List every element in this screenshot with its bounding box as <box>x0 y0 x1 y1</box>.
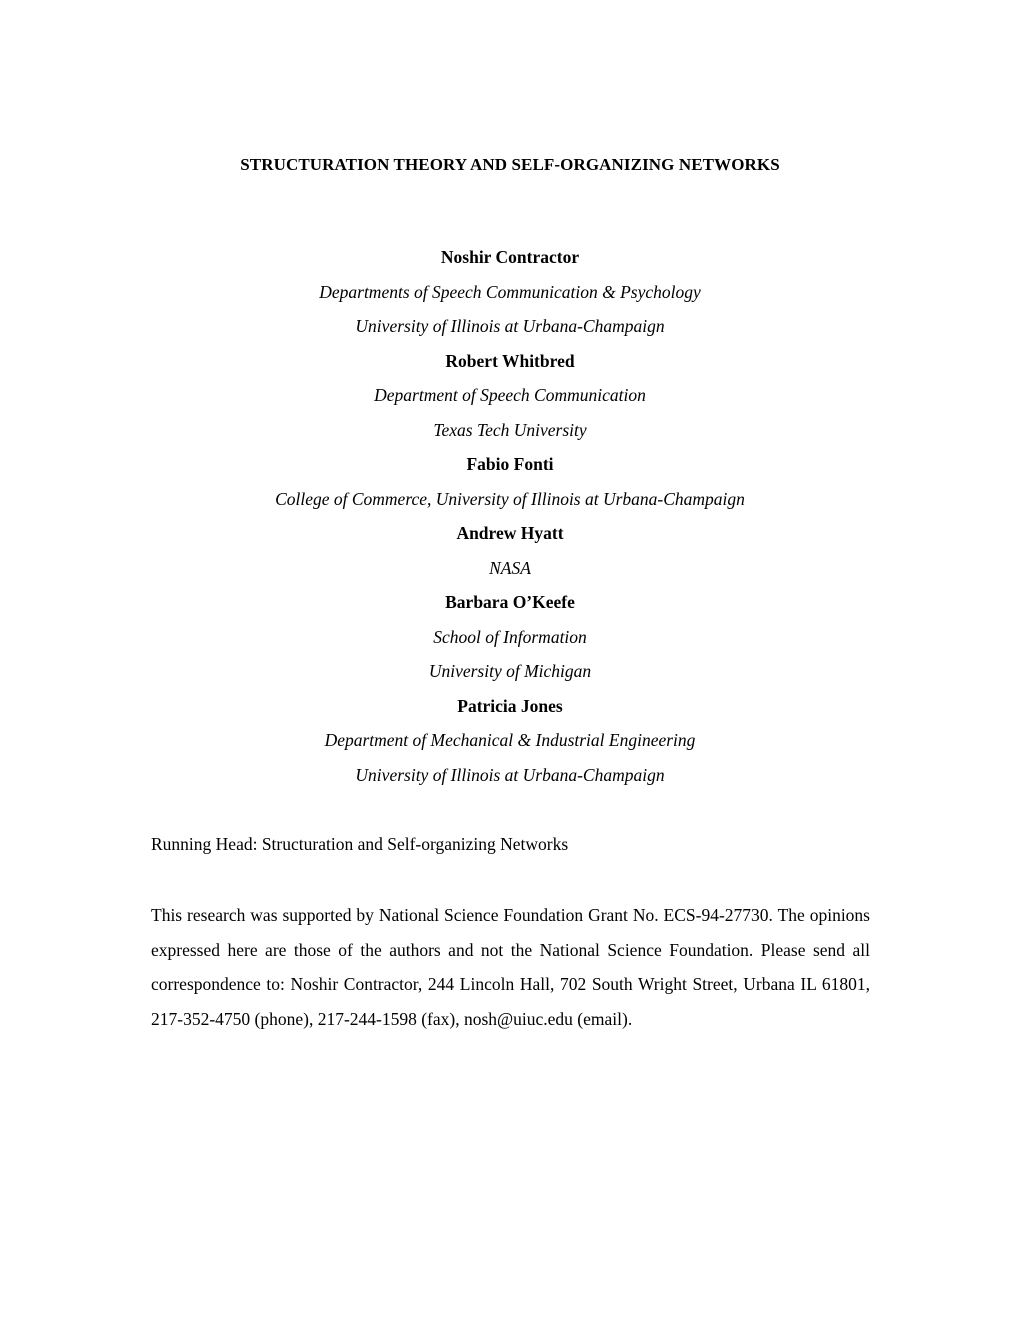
author-name: Noshir Contractor <box>440 247 580 267</box>
author-affiliation: NASA <box>489 557 531 578</box>
author-affiliation: Department of Mechanical & Industrial Engineering <box>324 730 696 750</box>
author-affiliation: University of Illinois at Urbana-Champaign <box>355 316 665 336</box>
author-name: Patricia Jones <box>457 695 563 716</box>
author-affiliation: University of Illinois at Urbana-Champaign <box>355 764 665 785</box>
running-head: Running Head: Structuration and Self-organizing Networks <box>151 834 569 854</box>
author-block <box>0 243 1020 795</box>
author-affiliation: Texas Tech University <box>433 419 587 440</box>
author-affiliation: Departments of Speech Communication & Psychology <box>319 281 701 302</box>
funding-note: This research was supported by National Science Foundation Grant No. ECS-94-27730. The opinions expressed here are those of the authors and not the National Science Foundation. Please send all correspondence to: Noshir Contractor, 244 Lincoln Hall, 702 South Wright Street, Urbana IL 61801, 217-352-4750 (phone), 217-244-1598 (fax), nosh@uiuc.edu (email). <box>151 905 870 1029</box>
author-name: Barbara O’Keefe <box>445 592 575 612</box>
author-name: Fabio Fonti <box>466 454 554 474</box>
author-affiliation: College of Commerce, University of Illinois at Urbana-Champaign <box>275 488 745 509</box>
author-affiliation: Department of Speech Communication <box>374 385 646 405</box>
author-name: Robert Whitbred <box>445 350 575 371</box>
author-name: Andrew Hyatt <box>456 523 564 543</box>
paper-title: STRUCTURATION THEORY AND SELF-ORGANIZING NETWORKS <box>240 155 780 174</box>
author-affiliation: University of Michigan <box>428 661 592 681</box>
author-affiliation: School of Information <box>433 626 587 647</box>
